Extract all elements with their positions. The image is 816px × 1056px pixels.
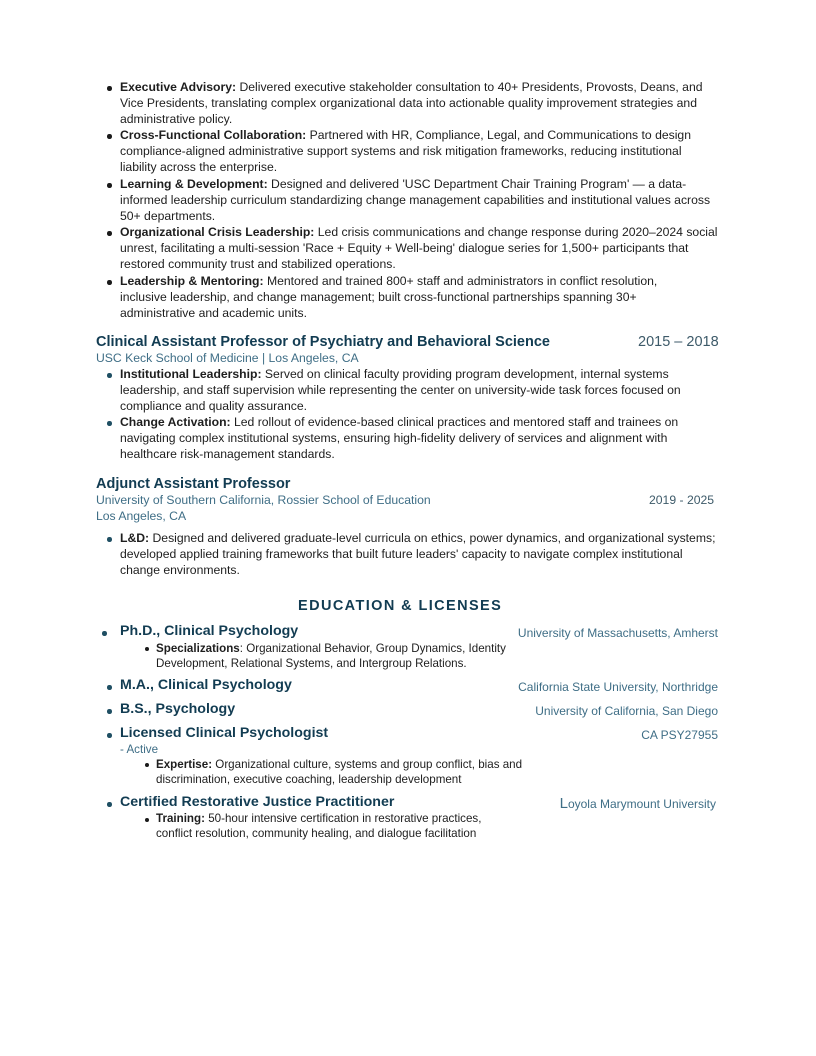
bullet-dot (107, 373, 112, 378)
certification-detail (156, 811, 516, 841)
bullet-label: L&D: (120, 531, 150, 545)
bullet-label: Organizational Crisis Leadership: (120, 225, 315, 239)
degree-institution: University of California, San Diego (535, 704, 718, 718)
bullet-dot (145, 818, 149, 822)
role-title: Adjunct Assistant Professor (96, 476, 291, 492)
role-dates: 2015 – 2018 (638, 334, 719, 350)
role-bullet (120, 530, 720, 578)
bullet-text: Partnered with HR, Compliance, Legal, and Communications to design compliance-aligned administrative support systems and risk mitigation frameworks, reducing institutional liability across the enterprise. (120, 128, 691, 174)
detail-text: Organizational culture, systems and group conflict, bias and discrimination, executive coaching, leadership development (156, 758, 523, 786)
role-location: Los Angeles, CA (96, 509, 187, 523)
role-bullet (120, 414, 720, 462)
bullet-dot (102, 631, 107, 636)
role-organization: USC Keck School of Medicine | Los Angeles, CA (96, 351, 359, 365)
bullet-label: Change Activation: (120, 415, 231, 429)
role-title: Clinical Assistant Professor of Psychiatry and Behavioral Science (96, 334, 550, 350)
experience-bullet (120, 273, 690, 321)
degree-title: B.S., Psychology (120, 701, 236, 717)
bullet-dot (145, 763, 149, 767)
experience-bullet (120, 176, 720, 224)
experience-bullet (120, 224, 720, 272)
detail-text: 50-hour intensive certification in restorative practices, conflict resolution, community healing, and dialogue facilitation (156, 812, 482, 840)
degree-title: M.A., Clinical Psychology (120, 677, 292, 693)
bullet-dot (145, 647, 149, 651)
bullet-dot (107, 537, 112, 542)
bullet-text: Delivered executive stakeholder consultation to 40+ Presidents, Provosts, Deans, and Vice Presidents, translating complex organizational data into actionable quality improvement strategies and administrative policy. (120, 80, 703, 126)
institution-initial: L (559, 795, 568, 812)
bullet-dot (107, 231, 112, 236)
detail-text: : Organizational Behavior, Group Dynamics, Identity Development, Relational Systems, and Intergroup Relations. (156, 642, 506, 670)
bullet-label: Institutional Leadership: (120, 367, 262, 381)
bullet-dot (107, 421, 112, 426)
degree-institution: California State University, Northridge (518, 680, 718, 694)
bullet-label: Cross-Functional Collaboration: (120, 128, 307, 142)
bullet-text: Served on clinical faculty providing program development, internal systems leadership, and staff supervision while representing the center on university-wide task forces focused on compliance and quality assurance. (120, 367, 681, 413)
experience-bullet (120, 127, 720, 175)
section-heading-education: EDUCATION & LICENSES (298, 598, 503, 614)
degree-institution: University of Massachusetts, Amherst (517, 626, 718, 640)
detail-label: Specializations (156, 642, 240, 655)
bullet-dot (107, 280, 112, 285)
bullet-label: Learning & Development: (120, 177, 268, 191)
certification-title: Certified Restorative Justice Practitioner (120, 794, 395, 810)
bullet-dot (107, 86, 112, 91)
bullet-dot (107, 685, 112, 690)
experience-bullet (120, 79, 720, 127)
bullet-text: Led crisis communications and change response during 2020–2024 social unrest, facilitating a multi-session 'Race + Equity + Well-being' dialogue series for 1,500+ participants that restored community trust and stabilized operations. (120, 225, 718, 271)
degree-detail (156, 641, 506, 671)
bullet-label: Executive Advisory: (120, 80, 237, 94)
bullet-dot (107, 733, 112, 738)
detail-label: Expertise: (156, 758, 213, 771)
role-dates: 2019 - 2025 (649, 493, 715, 507)
role-organization: University of Southern California, Rossier School of Education (96, 493, 431, 507)
role-bullet (120, 366, 720, 414)
license-title: Licensed Clinical Psychologist (120, 725, 329, 741)
detail-label: Training: (156, 812, 205, 825)
bullet-text: Mentored and trained 800+ staff and administrators in conflict resolution, inclusive leadership, and change management; built cross-functional partnerships spanning 30+ administrative and academic units. (120, 274, 658, 320)
bullet-label: Leadership & Mentoring: (120, 274, 264, 288)
certification-institution (560, 795, 716, 812)
degree-title: Ph.D., Clinical Psychology (120, 623, 299, 639)
bullet-text: Designed and delivered graduate-level curricula on ethics, power dynamics, and organizational systems; developed applied training frameworks that built future leaders' capacity to navigate complex institutional change environments. (120, 531, 716, 577)
bullet-text: Led rollout of evidence-based clinical practices and mentored staff and trainees on navigating complex institutional systems, ensuring high-fidelity delivery of services and alignment with healthcare risk-management standards. (120, 415, 679, 461)
bullet-dot (107, 802, 112, 807)
license-status: - Active (120, 743, 159, 756)
license-detail (156, 757, 541, 787)
institution-rest: oyola Marymount University (567, 797, 716, 811)
bullet-dot (107, 183, 112, 188)
license-number: CA PSY27955 (641, 728, 718, 742)
bullet-dot (107, 709, 112, 714)
bullet-text: Designed and delivered 'USC Department Chair Training Program' — a data-informed leadership curriculum standardizing change management capabilities and institutional values across 50+ departments. (120, 177, 711, 223)
bullet-dot (107, 134, 112, 139)
